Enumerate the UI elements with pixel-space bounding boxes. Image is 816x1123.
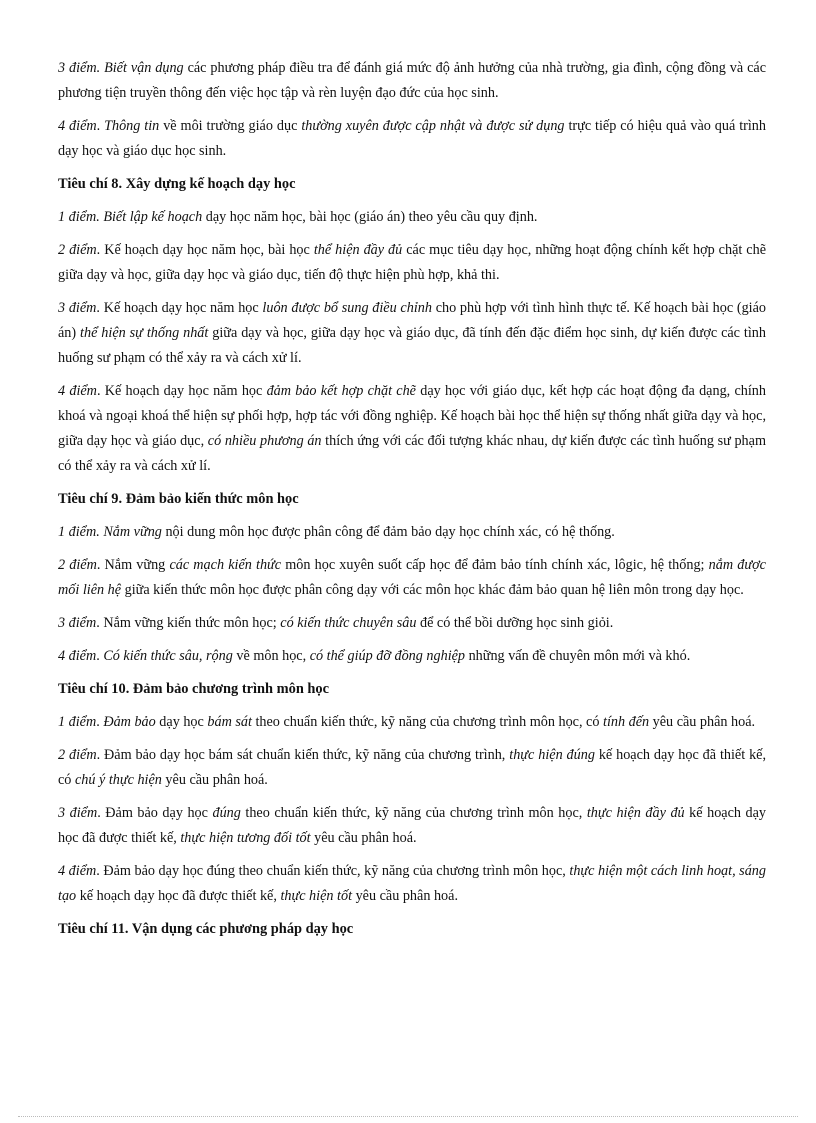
body-text: những vấn đề chuyên môn mới và khó.: [465, 648, 691, 664]
emphasis-text: đúng: [212, 805, 241, 821]
emphasis-text: 4 điểm: [58, 118, 97, 134]
page-bottom-rule: [18, 1116, 798, 1117]
emphasis-text: bám sát: [207, 714, 252, 730]
emphasis-text: 2 điểm: [58, 747, 97, 763]
body-text: . Đảm bảo dạy học: [97, 805, 213, 821]
body-text: . Nắm vững: [96, 557, 170, 573]
emphasis-text: thực hiện một cách linh hoạt, sáng tạo: [58, 863, 766, 904]
criterion-paragraph: [58, 801, 766, 851]
body-text: dạy học: [155, 714, 208, 730]
emphasis-text: 1 điểm. Biết lập kế hoạch: [58, 209, 203, 225]
body-text: dạy học năm học, bài học (giáo án) theo yêu cầu quy định.: [202, 209, 538, 225]
criterion-paragraph: [58, 710, 766, 735]
emphasis-text: tính đến: [603, 714, 650, 730]
body-text: kế hoạch dạy học đã thiết kế, có: [58, 747, 767, 788]
emphasis-text: thể hiện sự thống nhất: [80, 325, 209, 341]
body-text: . Đảm bảo dạy học bám sát chuẩn kiến thức, kỹ năng của chương trình,: [96, 747, 510, 763]
body-text: giữa dạy và học, giữa dạy học và giáo dục, đã tính đến đặc điểm học sinh, dự kiến được các tình huống sư phạm có thể xảy ra và cách xử lí.: [58, 325, 766, 366]
body-text: cho phù hợp với tình hình thực tế. Kế hoạch bài học (giáo án): [58, 300, 766, 341]
section-heading: Tiêu chí 11. Vận dụng các phương pháp dạy học: [58, 921, 354, 937]
emphasis-text: 2 điểm: [58, 242, 97, 258]
emphasis-text: các mạch kiến thức: [169, 557, 282, 573]
criterion-paragraph: [58, 379, 766, 479]
criterion-paragraph: [58, 56, 766, 106]
section-heading: Tiêu chí 10. Đảm bảo chương trình môn học: [58, 681, 330, 697]
criterion-paragraph: [58, 553, 766, 603]
body-text: yêu cầu phân hoá.: [161, 772, 268, 788]
emphasis-text: 1 điểm. Nắm vững: [58, 524, 162, 540]
emphasis-text: Biết vận dụng: [104, 60, 184, 76]
body-text: yêu cầu phân hoá.: [310, 830, 417, 846]
criterion-paragraph: [58, 238, 766, 288]
emphasis-text: thể hiện đầy đủ: [313, 242, 403, 258]
body-text: .: [96, 118, 105, 134]
body-text: .: [96, 648, 104, 664]
section-heading: Tiêu chí 8. Xây dựng kế hoạch dạy học: [58, 176, 296, 192]
section-heading: Tiêu chí 9. Đảm bảo kiến thức môn học: [58, 491, 299, 507]
emphasis-text: có kiến thức chuyên sâu: [280, 615, 417, 631]
body-text: kế hoạch dạy học đã được thiết kế,: [76, 888, 281, 904]
emphasis-text: 3 điểm: [58, 300, 97, 316]
criterion-paragraph: [58, 520, 766, 545]
document-body: [58, 56, 766, 942]
criterion-paragraph: [58, 296, 766, 371]
emphasis-text: 3 điểm: [58, 805, 98, 821]
emphasis-text: thực hiện đầy đủ: [586, 805, 685, 821]
emphasis-text: thực hiện tương đối tốt: [180, 830, 311, 846]
emphasis-text: đảm bảo kết hợp chặt chẽ: [266, 383, 416, 399]
body-text: dạy học với giáo dục, kết hợp các hoạt động đa dạng, chính khoá và ngoại khoá thể hiện sự phối hợp, hợp tác với đồng nghiệp. Kế hoạch bài học thể hiện sự thống nhất giữa dạy và học, giữa dạy học và giáo dục,: [58, 383, 766, 449]
body-text: . Đảm bảo dạy học đúng theo chuẩn kiến thức, kỹ năng của chương trình môn học,: [96, 863, 570, 879]
body-text: giữa kiến thức môn học được phân công dạy với các môn học khác đảm bảo quan hệ liên môn trong dạy học.: [121, 582, 744, 598]
body-text: kế hoạch dạy học đã được thiết kế,: [58, 805, 766, 846]
body-text: về môi trường giáo dục: [159, 118, 302, 134]
body-text: yêu cầu phân hoá.: [649, 714, 756, 730]
body-text: . Kế hoạch dạy học năm học, bài học: [96, 242, 314, 258]
criterion-paragraph: [58, 644, 766, 669]
emphasis-text: Có kiến thức sâu, rộng: [103, 648, 233, 664]
body-text: môn học xuyên suốt cấp học để đảm bảo tính chính xác, lôgic, hệ thống;: [281, 557, 709, 573]
body-text: . Nắm vững kiến thức môn học;: [96, 615, 281, 631]
criterion-paragraph: [58, 205, 766, 230]
emphasis-text: thực hiện tốt: [280, 888, 353, 904]
criterion-paragraph: [58, 611, 766, 636]
emphasis-text: chú ý thực hiện: [74, 772, 162, 788]
body-text: yêu cầu phân hoá.: [352, 888, 458, 904]
emphasis-text: nắm được mối liên hệ: [58, 557, 766, 598]
emphasis-text: có nhiều phương án: [207, 433, 322, 449]
body-text: về môn học,: [232, 648, 310, 664]
body-text: các mục tiêu dạy học, những hoạt động chính kết hợp chặt chẽ giữa dạy và học, giữa dạy học và giáo dục, tiến độ thực hiện phù hợp, khả thi.: [58, 242, 766, 283]
body-text: các phương pháp điều tra để đánh giá mức độ ảnh hưởng của nhà trường, gia đình, cộng đồng và các phương tiện truyền thông đến việc học tập và rèn luyện đạo đức của học sinh.: [58, 60, 766, 101]
body-text: thích ứng với các đối tượng khác nhau, dự kiến được các tình huống sư phạm có thể xảy ra và cách xử lí.: [58, 433, 766, 474]
criterion-paragraph: [58, 114, 766, 164]
emphasis-text: 3 điểm.: [58, 60, 105, 76]
emphasis-text: Thông tin: [104, 118, 160, 134]
body-text: . Kế hoạch dạy học năm học: [96, 300, 263, 316]
body-text: nội dung môn học được phân công để đảm bảo dạy học chính xác, có hệ thống.: [161, 524, 615, 540]
body-text: . Kế hoạch dạy học năm học: [96, 383, 267, 399]
emphasis-text: 2 điểm: [58, 557, 97, 573]
body-text: theo chuẩn kiến thức, kỹ năng của chương trình môn học, có: [251, 714, 603, 730]
emphasis-text: 4 điểm: [58, 383, 97, 399]
criterion-paragraph: [58, 743, 766, 793]
emphasis-text: có thể giúp đỡ đồng nghiệp: [309, 648, 466, 664]
body-text: .: [96, 714, 104, 730]
emphasis-text: 3 điểm: [58, 615, 97, 631]
body-text: để có thể bồi dưỡng học sinh giỏi.: [416, 615, 614, 631]
criterion-paragraph: [58, 859, 766, 909]
body-text: theo chuẩn kiến thức, kỹ năng của chương trình môn học,: [240, 805, 587, 821]
emphasis-text: 4 điểm: [58, 863, 97, 879]
emphasis-text: thực hiện đúng: [509, 747, 595, 763]
emphasis-text: thường xuyên được cập nhật và được sử dụng: [301, 118, 565, 134]
emphasis-text: 1 điểm: [58, 714, 97, 730]
body-text: trực tiếp có hiệu quả vào quá trình dạy học và giáo dục học sinh.: [58, 118, 766, 159]
emphasis-text: luôn được bổ sung điều chỉnh: [262, 300, 432, 316]
emphasis-text: 4 điểm: [58, 648, 97, 664]
emphasis-text: Đảm bảo: [103, 714, 156, 730]
